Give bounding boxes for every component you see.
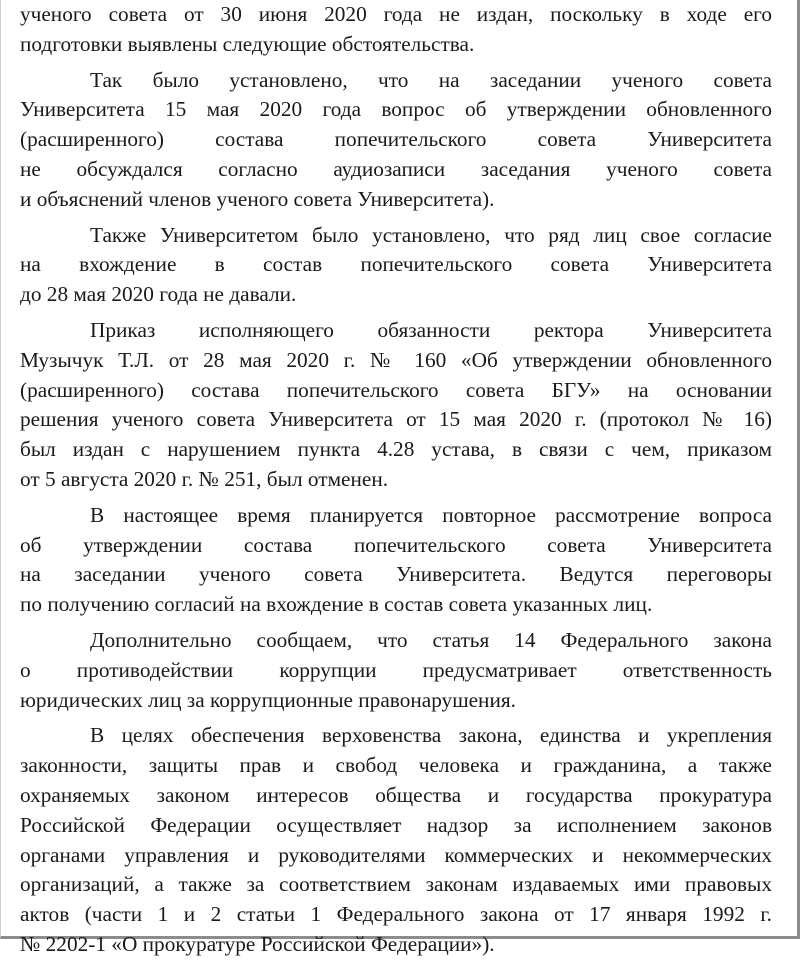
text-line: на вхождение в состав попечительского совета Университета bbox=[20, 252, 772, 277]
text-line: от 5 августа 2020 г. № 251, был отменен. bbox=[20, 466, 389, 491]
text-line: до 28 мая 2020 года не давали. bbox=[20, 282, 297, 307]
text-line: актов (части 1 и 2 статьи 1 Федерального закона от 17 января 1992 г. bbox=[20, 902, 772, 927]
text-line: В целях обеспечения верховенства закона, единства и укрепления bbox=[90, 723, 772, 748]
text-line: (расширенного) состава попечительского совета БГУ» на основании bbox=[20, 377, 772, 402]
text-line: Дополнительно сообщаем, что статья 14 Федерального закона bbox=[90, 627, 772, 652]
text-line: о противодействии коррупции предусматривает ответственность bbox=[20, 657, 772, 682]
text-line: охраняемых законом интересов общества и государства прокуратура bbox=[20, 782, 772, 807]
text-line: организаций, а также за соответствием законам издаваемых ими правовых bbox=[20, 872, 772, 897]
text-line: подготовки выявлены следующие обстоятельства. bbox=[20, 31, 475, 56]
text-line: по получению согласий на вхождение в состав совета указанных лиц. bbox=[20, 592, 653, 617]
text-line: не обсуждался согласно аудиозаписи заседания ученого совета bbox=[20, 156, 772, 181]
text-line: В настоящее время планируется повторное рассмотрение вопроса bbox=[90, 502, 772, 527]
text-line: Так было установлено, что на заседании ученого совета bbox=[90, 67, 772, 92]
text-line: Также Университетом было установлено, что ряд лиц свое согласие bbox=[90, 222, 772, 247]
text-line: (расширенного) состава попечительского совета Университета bbox=[20, 127, 772, 152]
document-body bbox=[20, 0, 772, 960]
text-line: Университета 15 мая 2020 года вопрос об утверждении обновленного bbox=[20, 97, 772, 122]
text-line: законности, защиты прав и свобод человека и гражданина, а также bbox=[20, 753, 772, 778]
text-line: № 2202-1 «О прокуратуре Российской Федерации»). bbox=[20, 931, 495, 956]
text-line: об утверждении состава попечительского совета Университета bbox=[20, 532, 772, 557]
text-line: был издан с нарушением пункта 4.28 устава, в связи с чем, приказом bbox=[20, 437, 772, 462]
text-line: Российской Федерации осуществляет надзор за исполнением законов bbox=[20, 812, 772, 837]
text-line: органами управления и руководителями коммерческих и некоммерческих bbox=[20, 842, 772, 867]
text-line: Приказ исполняющего обязанности ректора Университета bbox=[90, 317, 772, 342]
text-line: Музычук Т.Л. от 28 мая 2020 г. № 160 «Об утверждении обновленного bbox=[20, 347, 772, 372]
text-line: юридических лиц за коррупционные правонарушения. bbox=[20, 687, 516, 712]
text-line: и объяснений членов ученого совета Университета). bbox=[20, 186, 495, 211]
text-line: решения ученого совета Университета от 15 мая 2020 г. (протокол № 16) bbox=[20, 407, 772, 432]
text-line: на заседании ученого совета Университета. Ведутся переговоры bbox=[20, 562, 772, 587]
text-line: ученого совета от 30 июня 2020 года не издан, поскольку в ходе его bbox=[20, 2, 772, 26]
